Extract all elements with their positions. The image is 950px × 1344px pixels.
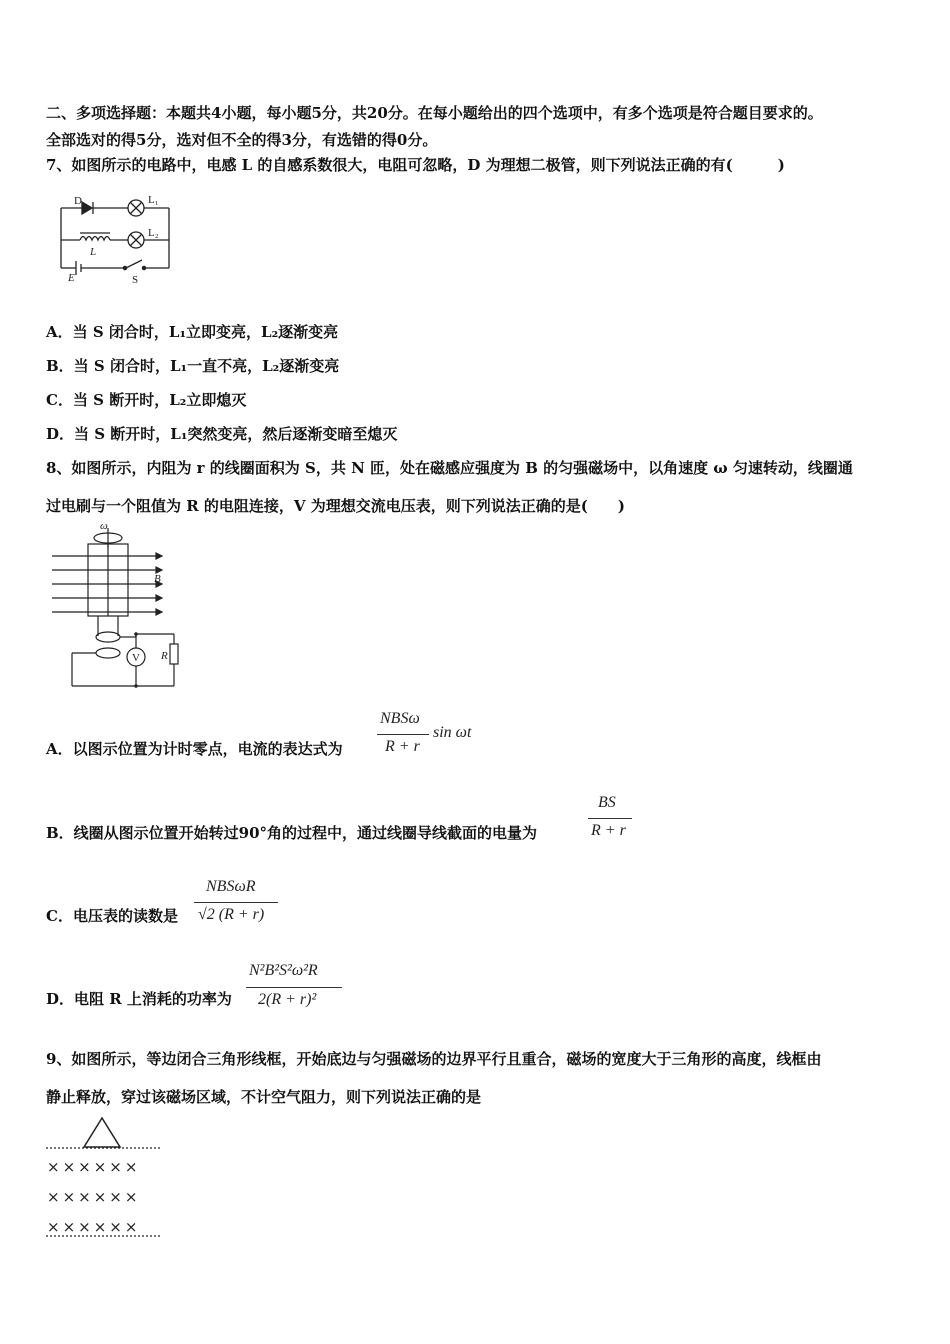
q7-stem: 7、如图所示的电路中，电感 L 的自感系数很大，电阻可忽略，D 为理想二极管，则下列说法正确的有( ) bbox=[46, 156, 785, 174]
q8-option-d-formula bbox=[246, 962, 356, 1014]
q8-option-a: A．以图示位置为计时零点，电流的表达式为 bbox=[46, 740, 343, 758]
section-heading-line2: 全部选对的得5分，选对但不全的得3分，有选错的得0分。 bbox=[46, 131, 438, 149]
q8-option-a-numerator: NBSω bbox=[380, 710, 420, 727]
q7-option-b: B．当 S 闭合时，L₁一直不亮，L₂逐渐变亮 bbox=[46, 357, 340, 375]
q8-option-a-tail: sin ωt bbox=[433, 724, 472, 741]
q8-option-b-denominator: R + r bbox=[591, 822, 626, 839]
q7-switch-label: S bbox=[132, 274, 139, 286]
q9-stem-line2: 静止释放，穿过该磁场区域，不计空气阻力，则下列说法正确的是 bbox=[46, 1088, 482, 1106]
q8-option-c-denominator: √2 (R + r) bbox=[198, 906, 265, 923]
q8-option-b: B．线圈从图示位置开始转过90°角的过程中，通过线圈导线截面的电量为 bbox=[46, 824, 538, 842]
q8-option-a-denominator: R + r bbox=[385, 738, 420, 755]
q9-stem-line1: 9、如图所示，等边闭合三角形线框，开始底边与匀强磁场的边界平行且重合，磁场的宽度大于三角形的高度，线框由 bbox=[46, 1050, 822, 1068]
q8-option-c-formula bbox=[194, 878, 284, 928]
q8-stem-line2: 过电刷与一个阻值为 R 的电阻连接，V 为理想交流电压表，则下列说法正确的是( ) bbox=[46, 497, 625, 515]
q7-option-c: C．当 S 断开时，L₂立即熄灭 bbox=[46, 391, 247, 409]
section-heading-line1: 二、多项选择题：本题共4小题，每小题5分，共20分。在每小题给出的四个选项中，有多个选项是符合题目要求的。 bbox=[46, 104, 823, 122]
q7-option-a: A．当 S 闭合时，L₁立即变亮，L₂逐渐变亮 bbox=[46, 323, 339, 341]
q8-option-c: C．电压表的读数是 bbox=[46, 907, 178, 925]
q8-option-d: D．电阻 R 上消耗的功率为 bbox=[46, 990, 232, 1008]
q8-option-a-formula bbox=[377, 710, 497, 760]
q7-lamp2-label: L₂ bbox=[148, 227, 159, 239]
q7-diode-label: D bbox=[74, 195, 82, 207]
q9-field-row-2: ×××××× bbox=[47, 1188, 141, 1206]
q7-circuit-diagram bbox=[56, 190, 176, 286]
q8-stem-line1: 8、如图所示，内阻为 r 的线圈面积为 S，共 N 匝，处在磁感应强度为 B 的匀强磁场中，以角速度 ω 匀速转动，线圈通 bbox=[46, 459, 853, 477]
q8-meter-label: V bbox=[132, 652, 140, 664]
q8-generator-diagram bbox=[46, 522, 186, 692]
q8-option-d-numerator: N²B²S²ω²R bbox=[249, 962, 318, 979]
q7-option-d: D．当 S 断开时，L₁突然变亮，然后逐渐变暗至熄灭 bbox=[46, 425, 398, 443]
q8-option-b-formula bbox=[588, 794, 638, 844]
q8-resistor-label: R bbox=[161, 650, 168, 662]
q7-battery-label: E bbox=[68, 272, 75, 284]
q8-field-label: B bbox=[154, 573, 161, 585]
q9-field-row-1: ×××××× bbox=[47, 1158, 141, 1176]
q8-option-c-numerator: NBSωR bbox=[206, 878, 256, 895]
q7-lamp1-label: L₁ bbox=[148, 194, 159, 206]
q8-option-b-numerator: BS bbox=[598, 794, 616, 811]
q7-inductor-label: L bbox=[90, 246, 97, 258]
q9-field-row-3: ×××××× bbox=[47, 1218, 141, 1236]
q8-option-d-denominator: 2(R + r)² bbox=[258, 991, 317, 1008]
q8-omega-label: ω bbox=[100, 522, 108, 532]
